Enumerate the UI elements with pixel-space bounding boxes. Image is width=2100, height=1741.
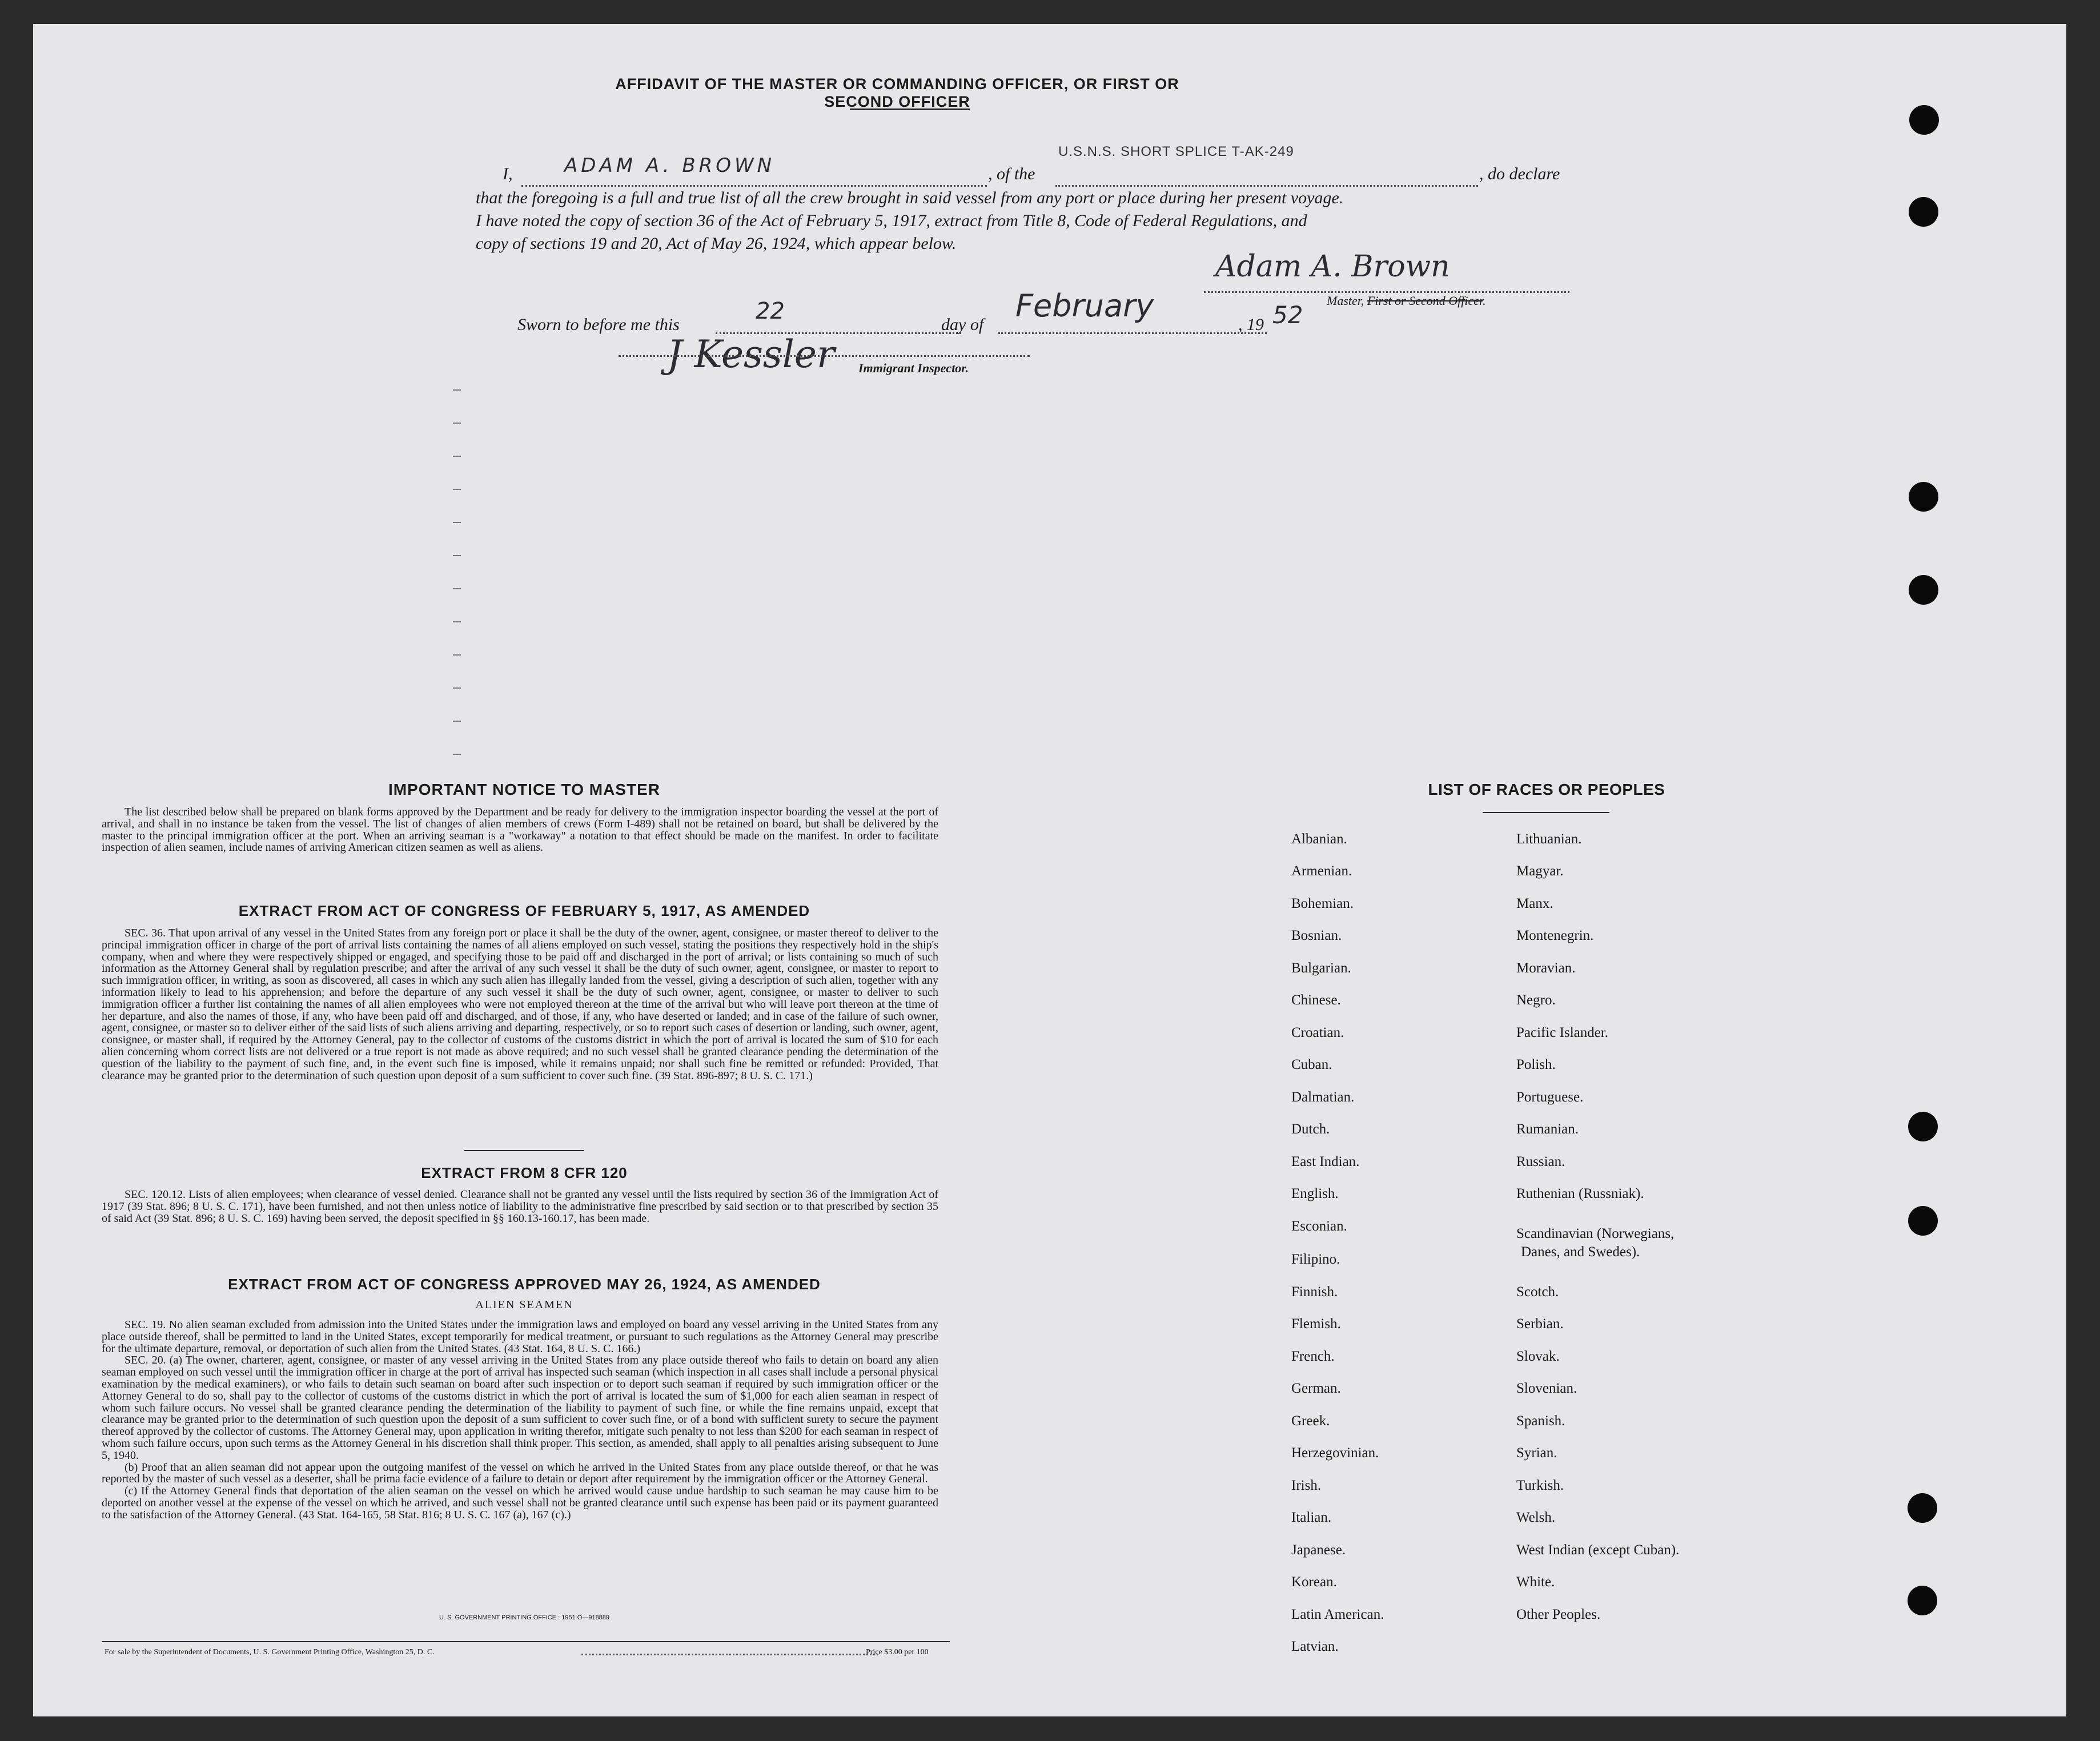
- race-item: Welsh.: [1516, 1510, 1556, 1525]
- race-item: Slovak.: [1516, 1349, 1560, 1364]
- ruling-tick: [453, 389, 461, 391]
- race-item: Serbian.: [1516, 1316, 1564, 1332]
- ruling-tick: [453, 654, 461, 656]
- notice-paragraph: The list described below shall be prepared on blank forms approved by the Department and be ready for delivery to the immigration inspector boarding the vessel at the port of arrival, and shall in no instance be taken from the vessel. The list of changes of alien members of crews (Form I-489) shall not be retained on board, but shall be delivered by the master to the principal immigration officer at the port. When an arriving seaman is a "workaway" a notation to that effect should be made on the manifest. In order to facilitate inspection of alien seamen, include names of arriving American citizen seamen as well as aliens.: [102, 806, 938, 854]
- race-item: Slovenian.: [1516, 1381, 1577, 1396]
- race-item: Cuban.: [1291, 1057, 1332, 1072]
- race-item: Russian.: [1516, 1154, 1565, 1169]
- month-dotline: [998, 332, 1267, 334]
- race-item: Finnish.: [1291, 1284, 1338, 1300]
- sale-notice: For sale by the Superintendent of Documents, U. S. Government Printing Office, Washington 25, D. C.: [105, 1648, 435, 1656]
- race-item: White.: [1516, 1574, 1555, 1590]
- inspector-signature: J Kessler: [667, 332, 835, 376]
- ruling-tick: [453, 721, 461, 722]
- extract-1917-body: [102, 927, 938, 1081]
- race-item: Herzegovinian.: [1291, 1445, 1379, 1461]
- extract-cfr-title: EXTRACT FROM 8 CFR 120: [421, 1164, 628, 1181]
- sec-20c-paragraph: (c) If the Attorney General finds that deportation of the alien seaman on the vessel on which he arrived would cause undue hardship to such seaman he may cause him to be deported on another vessel at the expense of the vessel on which he arrived, and such vessel shall not be granted clearance until such expense has been paid or its payment guaranteed to the satisfaction of the Attorney General. (43 Stat. 164-165, 58 Stat. 816; 8 U. S. C. 167 (a), 167 (c).): [102, 1485, 938, 1521]
- race-item: Irish.: [1291, 1478, 1322, 1493]
- punch-hole: [1909, 105, 1939, 135]
- races-title-rule: [1483, 812, 1609, 813]
- race-item: French.: [1291, 1349, 1335, 1364]
- notice-title: IMPORTANT NOTICE TO MASTER: [388, 781, 661, 798]
- month-value: February: [1015, 288, 1154, 324]
- race-item: Latin American.: [1291, 1607, 1384, 1622]
- race-item: Ruthenian (Russniak).: [1516, 1186, 1644, 1201]
- punch-hole: [1909, 482, 1938, 512]
- ruling-tick: [453, 423, 461, 424]
- day-of-label: day of: [941, 315, 984, 334]
- master-label-end: .: [1483, 293, 1486, 308]
- race-item: Lithuanian.: [1516, 831, 1582, 847]
- punch-hole: [1908, 1493, 1937, 1523]
- name-dotline: [521, 185, 987, 187]
- master-label: Master,: [1327, 293, 1367, 308]
- race-item: Dalmatian.: [1291, 1089, 1355, 1105]
- affidavit-title: AFFIDAVIT OF THE MASTER OR COMMANDING OFFICER, OR FIRST OR SECOND OFFICER: [615, 75, 1179, 110]
- ruling-tick: [453, 621, 461, 622]
- ruling-tick: [453, 522, 461, 523]
- race-item: Turkish.: [1516, 1478, 1564, 1493]
- notice-body: [102, 806, 938, 854]
- race-item: Flemish.: [1291, 1316, 1341, 1332]
- day-value: 22: [756, 298, 785, 324]
- race-item: Magyar.: [1516, 863, 1564, 879]
- race-item: Korean.: [1291, 1574, 1337, 1590]
- race-item: Armenian.: [1291, 863, 1352, 879]
- price-label: Price $3.00 per 100: [866, 1648, 929, 1656]
- of-the-label: , of the: [988, 164, 1035, 183]
- form-sheet: [33, 24, 2066, 1716]
- sale-leader: [581, 1646, 878, 1655]
- race-item: Albanian.: [1291, 831, 1347, 847]
- race-item: Chinese.: [1291, 992, 1341, 1008]
- punch-hole: [1908, 1206, 1938, 1236]
- sec-20a-paragraph: SEC. 20. (a) The owner, charterer, agent, consignee, or master of any vessel arriving in the United States from any place outside thereof who fails to detain on board any alien seaman employed on such vessel until the immigration officer in charge at the port of arrival has inspected such seaman (which inspection in all cases shall include a personal physical examination by the medical examiners), or who fails to detain such seaman on board after such inspection or to deport such seaman if required by such immigration officer or the Attorney General to do so, shall pay to the collector of customs of the customs district in which the port of arrival is located the sum of $1,000 for each alien seaman in respect of whom such failure occurs. No vessel shall be granted clearance pending the determination of the liability to payment of such fine, or while the fine remains unpaid, except that clearance may be granted prior to the determination of such question upon the deposit of a sum sufficient to cover such fine, or of a bond with sufficient surety to secure the payment thereof approved by the collector of customs. The Attorney General may, upon application in writing therefor, mitigate such penalty to not less than $200 for each seaman in respect of whom such failure occurs, upon such terms as the Attorney General in his discretion shall think proper. This section, as amended, shall apply to all penalties arising subsequent to June 5, 1940.: [102, 1354, 938, 1462]
- extract-cfr-paragraph: SEC. 120.12. Lists of alien employees; when clearance of vessel denied. Clearance shall not be granted any vessel until the lists required by section 36 of the Immigration Act of 1917 (39 Stat. 896; 8 U. S. C. 171), have been furnished, and not then unless notice of liability to the administrative fine prescribed by said section or to that prescribed by section 35 of said Act (39 Stat. 896; 8 U. S. C. 169) having been served, the deposit specified in §§ 160.13-160.17, has been made.: [102, 1188, 938, 1225]
- race-item: Syrian.: [1516, 1445, 1557, 1461]
- affidavit-line-3: I have noted the copy of section 36 of the Act of February 5, 1917, extract from Title 8, Code of Federal Regulations, and: [476, 211, 1307, 230]
- sec-19-paragraph: SEC. 19. No alien seaman excluded from admission into the United States under the immigration laws and employed on board any vessel arriving in the United States from any place outside thereof, shall be permitted to land in the United States, except temporarily for medical treatment, or pursuant to such regulations as the Attorney General may prescribe for the ultimate departure, removal, or deportation of such alien from the United States. (43 Stat. 164, 8 U. S. C. 166.): [102, 1318, 938, 1355]
- race-item: Pacific Islander.: [1516, 1025, 1609, 1040]
- affidavit-line-2: that the foregoing is a full and true list of all the crew brought in said vessel from any port or place during her present voyage.: [476, 188, 1344, 207]
- race-item: Filipino.: [1291, 1252, 1340, 1267]
- punch-hole: [1908, 1112, 1938, 1141]
- punch-hole: [1909, 575, 1938, 605]
- sworn-label: Sworn to before me this: [517, 315, 680, 334]
- race-item: Manx.: [1516, 896, 1553, 911]
- race-item: Montenegrin.: [1516, 928, 1594, 943]
- race-item: Esconian.: [1291, 1219, 1347, 1234]
- do-declare-label: , do declare: [1479, 164, 1560, 183]
- ruling-tick: [453, 456, 461, 457]
- race-item: Scotch.: [1516, 1284, 1559, 1300]
- ruling-tick: [453, 754, 461, 755]
- extract-cfr-body: [102, 1189, 938, 1224]
- race-item: Spanish.: [1516, 1413, 1565, 1429]
- race-item: Dutch.: [1291, 1121, 1330, 1137]
- race-item: Japanese.: [1291, 1542, 1346, 1558]
- footer-rule: [102, 1641, 950, 1642]
- race-item: Polish.: [1516, 1057, 1556, 1072]
- i-label: I,: [503, 164, 513, 183]
- extract-1924-body: [102, 1319, 938, 1521]
- inspector-label: Immigrant Inspector.: [858, 361, 969, 375]
- sec-20b-paragraph: (b) Proof that an alien seaman did not appear upon the outgoing manifest of the vessel on which he arrived in the United States from any place outside thereof, or that he was reported by the master of such vessel as a deserter, shall be prima facie evidence of a failure to detain or deport after requirement by the immigration officer or the Attorney General.: [102, 1461, 938, 1486]
- extract-1924-title: EXTRACT FROM ACT OF CONGRESS APPROVED MAY 26, 1924, AS AMENDED: [228, 1276, 821, 1293]
- master-signature: Adam A. Brown: [1215, 250, 1450, 284]
- race-item: Portuguese.: [1516, 1089, 1584, 1105]
- race-item: Croatian.: [1291, 1025, 1344, 1040]
- race-item: Other Peoples.: [1516, 1607, 1601, 1622]
- race-item: Bosnian.: [1291, 928, 1342, 943]
- race-item: Danes, and Swedes).: [1521, 1244, 1640, 1260]
- race-item: Scandinavian (Norwegians,: [1516, 1226, 1675, 1241]
- ruling-tick: [453, 687, 461, 689]
- extract-1924-subtitle: ALIEN SEAMEN: [475, 1298, 573, 1311]
- race-item: English.: [1291, 1186, 1339, 1201]
- master-signature-line: [1204, 291, 1569, 293]
- race-item: Italian.: [1291, 1510, 1332, 1525]
- inspector-dotline: [619, 355, 1030, 357]
- race-item: Moravian.: [1516, 960, 1576, 976]
- master-name-handwritten: ADAM A. BROWN: [564, 154, 776, 177]
- race-item: Negro.: [1516, 992, 1556, 1008]
- race-item: West Indian (except Cuban).: [1516, 1542, 1680, 1558]
- race-item: Latvian.: [1291, 1639, 1339, 1654]
- rule-1: [464, 1150, 584, 1151]
- race-item: Bulgarian.: [1291, 960, 1351, 976]
- title-rule: [850, 108, 970, 110]
- vessel-dotline: [1055, 185, 1478, 187]
- year-value: 52: [1272, 301, 1303, 329]
- ruling-tick: [453, 489, 461, 490]
- ruling-tick: [453, 588, 461, 589]
- races-title: LIST OF RACES OR PEOPLES: [1428, 781, 1665, 798]
- punch-hole: [1909, 197, 1938, 227]
- race-item: Rumanian.: [1516, 1121, 1579, 1137]
- year-prefix: , 19: [1238, 315, 1264, 334]
- ruling-tick: [453, 555, 461, 556]
- extract-1917-paragraph: SEC. 36. That upon arrival of any vessel in the United States from any foreign port or place it shall be the duty of the owner, agent, consignee, or master thereof to deliver to the principal immigration officer in charge of the port of arrival lists containing the names of all aliens employed on such vessel, stating the positions they respectively hold in the ship's company, when and where they were respectively shipped or engaged, and specifying those to be paid off and discharged in the port of arrival; or lists containing so much of such information as the Attorney General shall by regulation prescribe; and after the arrival of any such vessel it shall be the duty of such owner, agent, consignee, or master to report to such immigration officer, in writing, as soon as discovered, all cases in which any such alien has illegally landed from the vessel, giving a description of such alien, together with any information likely to lead to his apprehension; and before the departure of any such vessel it shall be the duty of such owner, agent, consignee, or master to deliver to such immigration officer a further list containing the names of all alien employees who were not employed thereon at the time of the arrival but who will leave port thereon at the time of her departure, and also the names of those, if any, who have been paid off and discharged, and of those, if any, who have deserted or landed; and in case of the failure of such owner, agent, consignee, or master so to deliver either of the said lists of such aliens arriving and departing, respectively, or so to report such cases of desertion or landing, such owner, agent, consignee, or master shall, if required by the Attorney General, pay to the collector of customs of the customs district in which the port of arrival is located the sum of $10 for each alien concerning whom correct lists are not delivered or a true report is not made as above required; and no such vessel shall be granted clearance pending the determination of the question of the liability to the payment of such fine, and, in the event such fine is imposed, while it remains unpaid; nor shall such fine be remitted or refunded: Provided, That clearance may be granted prior to the determination of such question upon deposit of a sum sufficient to cover such fine. (39 Stat. 896-897; 8 U. S. C. 171.): [102, 927, 938, 1082]
- race-item: German.: [1291, 1381, 1341, 1396]
- race-item: Bohemian.: [1291, 896, 1354, 911]
- vessel-name-stamp: U.S.N.S. SHORT SPLICE T-AK-249: [1058, 144, 1294, 159]
- affidavit-line-4: copy of sections 19 and 20, Act of May 26, 1924, which appear below.: [476, 234, 957, 253]
- race-item: Greek.: [1291, 1413, 1330, 1429]
- extract-1917-title: EXTRACT FROM ACT OF CONGRESS OF FEBRUARY 5, 1917, AS AMENDED: [238, 902, 810, 919]
- struck-officer-label: First or Second Officer: [1367, 293, 1483, 308]
- master-caption: [1327, 293, 1486, 308]
- punch-hole: [1908, 1586, 1937, 1615]
- race-item: East Indian.: [1291, 1154, 1360, 1169]
- printer-imprint: U. S. GOVERNMENT PRINTING OFFICE : 1951 O—918889: [439, 1614, 610, 1621]
